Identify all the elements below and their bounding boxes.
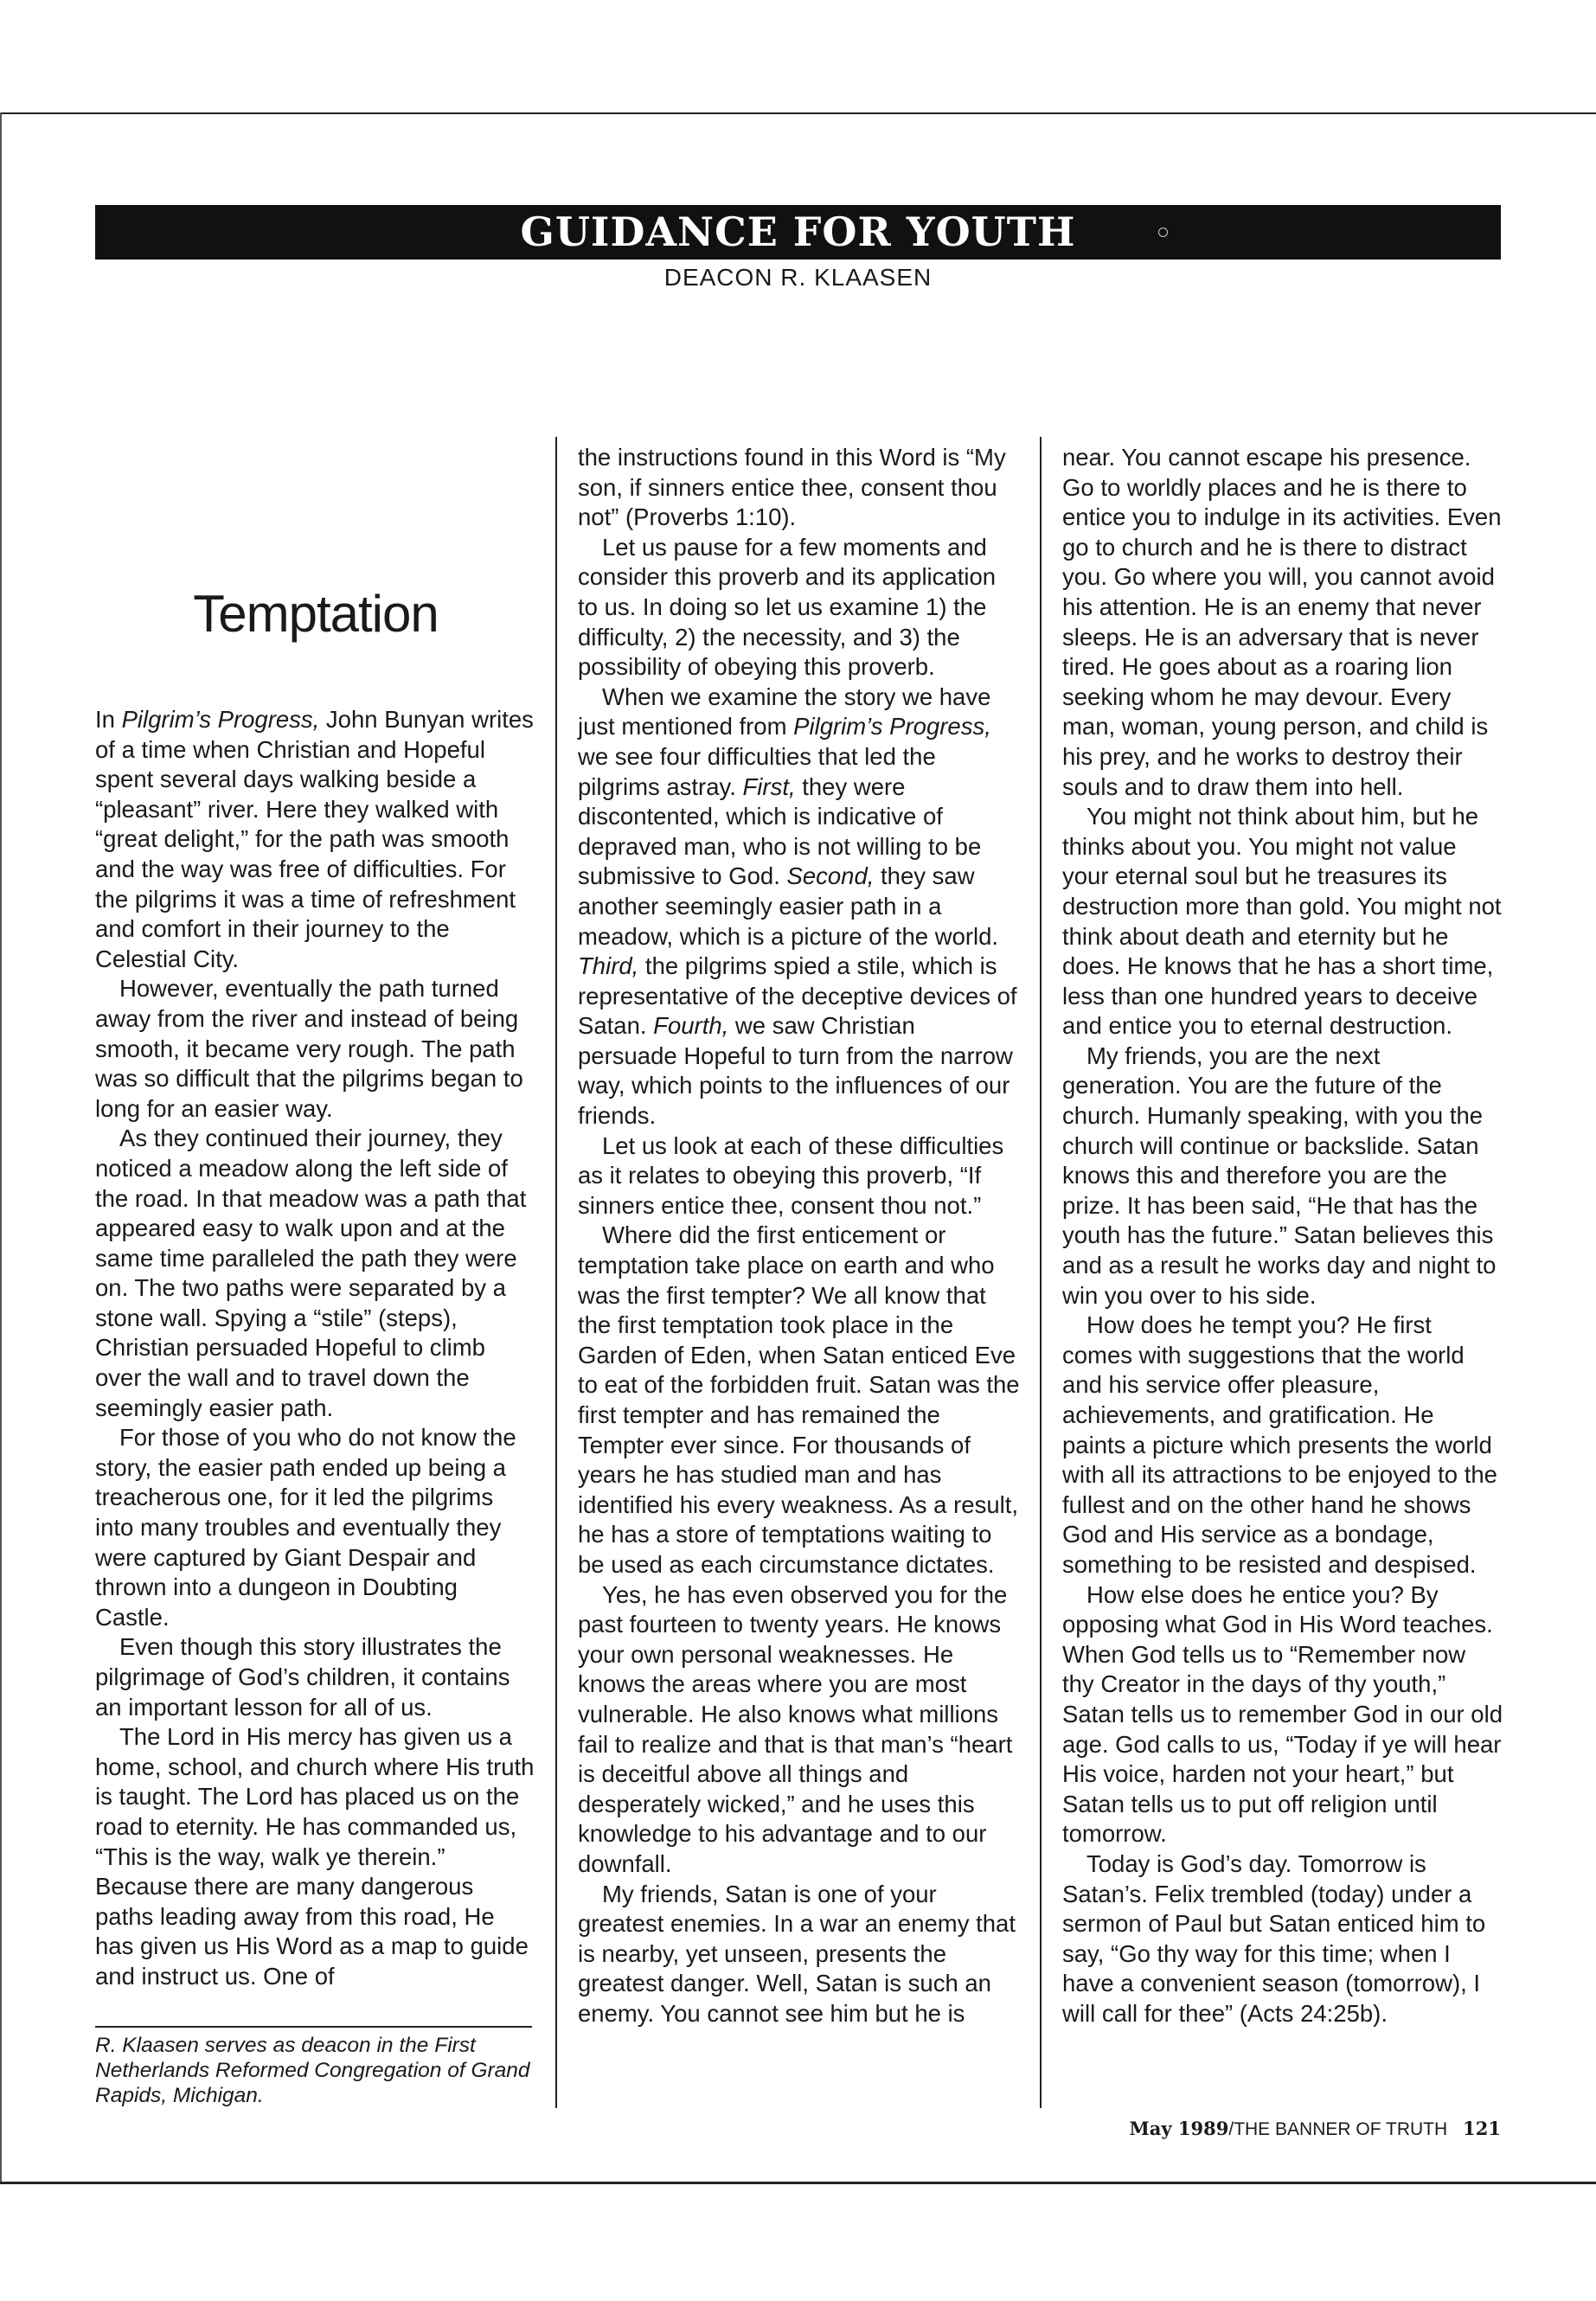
text-run: In — [95, 706, 122, 733]
text-run: However, eventually the path turned away from the river and instead of being smooth, it became very rough. The path was so difficult that the pilgrims began to long for an easier way. — [95, 975, 523, 1122]
paragraph — [1062, 1311, 1503, 1580]
text-run: For those of you who do not know the story, the easier path ended up being a treacherous one, for it led the pilgrims into many troubles and eventually they were captured by Giant Despair and thrown into a dungeon in Doubting Castle. — [95, 1424, 516, 1631]
paragraph — [95, 705, 538, 974]
text-run: John Bunyan writes of a time when Christian and Hopeful spent several days walking beside a “pleasant” river. Here they walked with “great delight,” for the path was smooth and the way was free of difficulties. For the pilgrims it was a time of refreshment and comfort in their journey to the Celestial City. — [95, 706, 534, 972]
section-banner: GUIDANCE FOR YOUTH — [95, 205, 1501, 260]
text-run: near. You cannot escape his presence. Go to worldly places and he is there to entice you to indulge in its activities. Even go to church and he is there to distract you. Go where you will, you cannot avoid his attention. He is an enemy that never sleeps. He is an adversary that is never tired. He goes about as a roaring lion seeking whom he may devour. Every man, woman, young person, and child is his prey, and he works to destroy their souls and to draw them into hell. — [1062, 444, 1502, 800]
footnote-rule — [95, 2026, 532, 2028]
text-run: Even though this story illustrates the pilgrimage of God’s children, it contains an important lesson for all of us. — [95, 1633, 510, 1721]
text-run: Today is God’s day. Tomorrow is Satan’s. Felix trembled (today) under a sermon of Paul but Satan enticed him to say, “Go thy way for this time; when I have a convenient season (tomorrow), I will call for thee” (Acts 24:25b). — [1062, 1849, 1486, 2027]
paragraph — [1062, 1042, 1503, 1311]
text-run: the instructions found in this Word is “My son, if sinners entice thee, consent thou not” (Proverbs 1:10). — [578, 444, 1006, 531]
column-3 — [1062, 443, 1503, 2029]
italic-text: Pilgrim’s Progress, — [121, 706, 320, 733]
text-run: My friends, Satan is one of your greatest enemies. In a war an enemy that is nearby, yet unseen, presents the greatest danger. Well, Satan is such an enemy. You cannot see him but he is — [578, 1880, 1016, 2027]
paragraph — [578, 533, 1021, 683]
paragraph — [1062, 1849, 1503, 2029]
text-run: When we examine the story we have just mentioned from — [578, 683, 991, 740]
paragraph — [95, 1722, 538, 1991]
column-2 — [578, 443, 1021, 2029]
footer-publication: THE BANNER OF TRUTH — [1234, 2119, 1448, 2139]
text-run: Let us pause for a few moments and consider this proverb and its application to us. In doing so let us examine 1) the difficulty, 2) the necessity, and 3) the possibility of obeying this proverb. — [578, 533, 997, 681]
text-run: Yes, he has even observed you for the past fourteen to twenty years. He knows your own personal weaknesses. He knows the areas where you are most vulnerable. He also knows what millions fail to realize and that is that man’s “heart is deceitful above all things and desperately wicked,” and he uses this knowledge to his advantage and to our downfall. — [578, 1580, 1013, 1877]
author-footnote: R. Klaasen serves as deacon in the First Netherlands Reformed Congregation of Grand Rapids, Michigan. — [95, 2034, 530, 2107]
text-run: You might not think about him, but he thinks about you. You might not value your eternal soul but he treasures its destruction more than gold. You might not think about death and eternity but he does. He knows that he has a short time, less than one hundred years to deceive and entice you to eternal destruction. — [1062, 803, 1502, 1040]
paragraph — [578, 1131, 1021, 1221]
italic-text: Second, — [786, 862, 875, 890]
scan-speck — [1158, 228, 1168, 237]
text-run: How else does he entice you? By opposing what God in His Word teaches. When God tells us to “Remember now thy Creator in the days of thy youth,” Satan tells us to remember God in our old age. God calls to us, “Today if ye will hear His voice, harden not your heart,” but Satan tells us to put off religion until tomorrow. — [1062, 1580, 1503, 1848]
italic-text: First, — [742, 772, 796, 800]
text-run: The Lord in His mercy has given us a home, school, and church where His truth is taught. The Lord has placed us on the road to eternity. He has commanded us, “This is the way, walk ye therein.” Because there are many dangerous paths leading away from this road, He has given us His Word as a map to guide and instruct us. One of — [95, 1723, 535, 1990]
text-run: they saw another seemingly easier path in a meadow, which is a picture of the world. — [578, 862, 999, 950]
column-divider — [555, 437, 557, 2108]
article-title: Temptation — [193, 585, 439, 643]
column-divider — [1040, 437, 1042, 2108]
text-run: As they continued their journey, they noticed a meadow along the left side of the road. In that meadow was a path that appeared easy to walk upon and at the same time paralleled the path they were on. The two paths were separated by a stone wall. Spying a “stile” (steps), Christian persuaded Hopeful to climb over the wall and to travel down the seemingly easier path. — [95, 1125, 527, 1421]
paragraph — [578, 443, 1021, 533]
page-footer — [1038, 2118, 1501, 2140]
paragraph — [1062, 1580, 1503, 1849]
italic-text: Fourth, — [653, 1012, 729, 1040]
paragraph — [95, 1632, 538, 1722]
text-run: Where did the first enticement or temptation take place on earth and who was the first tempter? We all know that the first temptation took place in the Garden of Eden, when Satan enticed Eve to eat of the forbidden fruit. Satan was the first tempter and has remained the Tempter ever since. For thousands of years he has studied man and has identified his every weakness. As a result, he has a store of temptations waiting to be used as each circumstance dictates. — [578, 1221, 1020, 1578]
text-run: we see four difficulties that led the pilgrims astray. — [578, 742, 936, 800]
paragraph — [1062, 443, 1503, 802]
footer-separator: / — [1228, 2119, 1234, 2139]
page-number: 121 — [1463, 2118, 1501, 2139]
paragraph — [95, 974, 538, 1124]
paragraph — [95, 1124, 538, 1423]
page-left-edge — [0, 112, 2, 2183]
text-run: My friends, you are the next generation. You are the future of the church. Humanly speaking, with you the church will continue or backslide. Satan knows this and therefore you are the prize. It has been said, “He that has the youth has the future.” Satan believes this and as a result he works day and night to win you over to his side. — [1062, 1042, 1497, 1309]
paragraph — [95, 1423, 538, 1632]
paragraph — [578, 1580, 1021, 1880]
page-bottom-rule — [0, 2182, 1596, 2184]
text-run: we saw Christian persuade Hopeful to turn from the narrow way, which points to the influences of our friends. — [578, 1012, 1013, 1130]
text-run: How does he tempt you? He first comes with suggestions that the world and his service offer pleasure, achievements, and gratification. He paints a picture which presents the world with all its attractions to be enjoyed to the fullest and on the other hand he shows God and His service as a bondage, something to be resisted and despised. — [1062, 1311, 1497, 1578]
text-run: Let us look at each of these difficulties as it relates to obeying this proverb, “If sinners entice thee, consent thou not.” — [578, 1131, 1004, 1219]
text-run: they were discontented, which is indicative of depraved man, who is not willing to be submissive to God. — [578, 772, 982, 890]
paragraph — [578, 683, 1021, 1131]
column-1 — [95, 705, 538, 1992]
italic-text: Third, — [578, 952, 639, 980]
paragraph — [578, 1221, 1021, 1580]
paragraph — [578, 1880, 1021, 2029]
author-byline: DEACON R. KLAASEN — [663, 264, 933, 291]
footer-issue: May 1989 — [1129, 2118, 1229, 2139]
paragraph — [1062, 802, 1503, 1042]
italic-text: Pilgrim’s Progress, — [793, 713, 991, 740]
page-top-rule — [0, 112, 1596, 114]
text-run: the pilgrims spied a stile, which is representative of the deceptive devices of Satan. — [578, 952, 1017, 1040]
